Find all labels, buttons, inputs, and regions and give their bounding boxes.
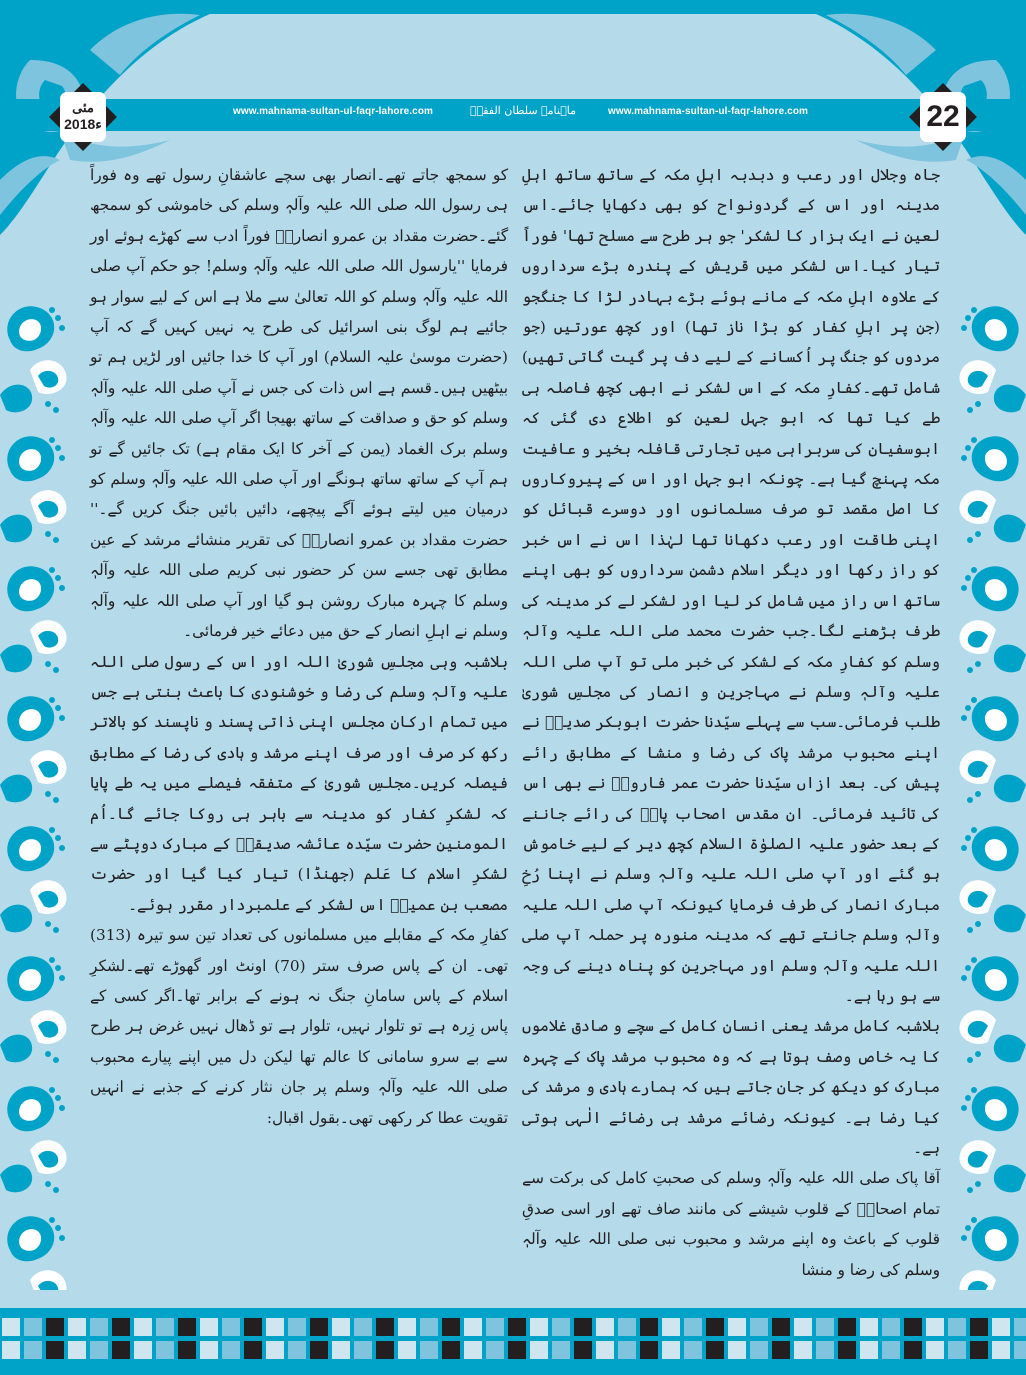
- checker-square: [266, 1318, 284, 1336]
- checker-square: [728, 1341, 746, 1359]
- checker-square: [816, 1318, 834, 1336]
- checker-square: [134, 1341, 152, 1359]
- checker-square: [112, 1341, 130, 1359]
- checker-square: [68, 1341, 86, 1359]
- checker-square: [178, 1341, 196, 1359]
- checker-square: [662, 1341, 680, 1359]
- checker-square: [420, 1341, 438, 1359]
- checker-square: [706, 1341, 724, 1359]
- checker-square: [794, 1341, 812, 1359]
- checker-square: [244, 1318, 262, 1336]
- masthead-logo: ماہنامہ سلطان الفقرؒ: [470, 104, 577, 117]
- checker-square: [442, 1318, 460, 1336]
- checker-square: [288, 1318, 306, 1336]
- checker-square: [596, 1318, 614, 1336]
- checker-row: [0, 1341, 1026, 1359]
- checker-square: [860, 1318, 878, 1336]
- checker-square: [970, 1341, 988, 1359]
- issue-year: 2018ء: [64, 116, 102, 132]
- checker-square: [926, 1341, 944, 1359]
- checker-square: [596, 1341, 614, 1359]
- checker-square: [178, 1318, 196, 1336]
- checker-square: [464, 1318, 482, 1336]
- article-paragraph: جاہ وجلال اور رعب و دبدبہ اہلِ مکہ کے ساتھ ساتھ اہلِ مدینہ اور اس کے گردونواح کو بھی دکھایا جائے۔اس لعین نے ایک ہزار کا لشکر' جو ہر طرح سے مسلح تھا' فوراً تیار کیا۔اس لشکر میں قریش کے پندرہ بڑے سرداروں کے علاوہ اہلِ مکہ کے مانے ہوئے بڑے بہادر لڑا کا جنگجو (جن پر اہلِ کفار کو بڑا ناز تھا) اور کچھ عورتیں (جو مردوں کو جنگ پر اُکسانے کے لیے دف پر گیت گاتی تھیں) شامل تھے۔کفارِ مکہ کے اس لشکر نے ابھی کچھ فاصلہ ہی طے کیا تھا کہ ابو جہل لعین کو اطلاع دی گئی کہ ابوسفیان کی سربراہی میں تجارتی قافلہ بخیر و عافیت مکہ پہنچ گیا ہے۔ چونکہ ابو جہل اور اس کے پیروکاروں کا اصل مقصد تو صرف مسلمانوں اور دوسرے قبائل کو اپنی طاقت اور رعب دکھانا تھا لہٰذا اس نے اس خبر کو راز رکھا اور دیگر اسلام دشمن سرداروں کو بھی اپنے ساتھ اس راز میں شامل کر لیا اور لشکر لے کر مدینہ کی طرف بڑھنے لگا۔جب حضرت محمد صلی اللہ علیہ وآلہٖ وسلم کو کفارِ مکہ کے لشکر کی خبر ملی تو آپ صلی اللہ علیہ وآلہٖ وسلم نے مہاجرین و انصار کی مجلسِ شوریٰ طلب فرمائی۔سب سے پہلے سیّدنا حضرت ابوبکر صدیقؓ نے اپنے محبوب مرشد پاک کی رضا و منشا کے مطابق رائے پیش کی۔ بعد ازاں سیّدنا حضرت عمر فاروقؓ نے بھی اس کی تائید فرمائی۔ ان مقدس اصحاب پاکؓ کی رائے جاننے کے بعد حضور علیہ الصلوٰۃ السلام کچھ دیر کے لیے خاموش ہو گئے اور آپ صلی اللہ علیہ وآلہٖ وسلم نے اپنا رُخِ مبارک انصار کی طرف فرمایا کیونکہ آپ صلی اللہ علیہ وآلہٖ وسلم جانتے تھے کہ مدینہ منورہ پر حملہ آپ صلی اللہ علیہ وآلہٖ وسلم اور مہاجرین کو پناہ دینے کی وجہ سے ہو رہا ہے۔: [522, 166, 940, 1005]
- checker-square: [486, 1341, 504, 1359]
- checker-square: [794, 1318, 812, 1336]
- checker-square: [574, 1341, 592, 1359]
- checker-square: [904, 1341, 922, 1359]
- checker-square: [684, 1318, 702, 1336]
- checker-row: [0, 1318, 1026, 1336]
- checker-square: [948, 1318, 966, 1336]
- checker-square: [750, 1341, 768, 1359]
- checker-square: [662, 1318, 680, 1336]
- checker-square: [24, 1341, 42, 1359]
- article-column-left: [90, 160, 508, 1133]
- website-url-right[interactable]: www.mahnama-sultan-ul-faqr-lahore.com: [608, 106, 809, 117]
- checker-square: [354, 1341, 372, 1359]
- checker-square: [508, 1341, 526, 1359]
- article-paragraph: کو سمجھ جاتے تھے۔انصار بھی سچے عاشقانِ رسول تھے وہ فوراً ہی رسول اللہ صلی اللہ علیہ وآلہٖ وسلم کی خاموشی کو سمجھ گئے۔حضرت مقداد بن عمرو انصاریؓ فوراً ادب سے کھڑے ہوئے اور فرمایا ''یارسول اللہ صلی اللہ علیہ وآلہٖ وسلم! جو حکم آپ صلی اللہ علیہ وآلہٖ وسلم کو اللہ تعالیٰ سے ملا ہے اس کے لیے سوار ہو جائیے ہم لوگ بنی اسرائیل کی طرح یہ نہیں کہیں گے کہ آپ (حضرت موسیٰ علیہ السلام) اور آپ کا خدا جائیں اور لڑیں ہم تو بیٹھیں ہیں۔قسم ہے اس ذات کی جس نے آپ صلی اللہ علیہ وآلہٖ وسلم کو حق و صداقت کے ساتھ بھیجا اگر آپ صلی اللہ علیہ وآلہٖ وسلم برک الغماد (یمن کے آخر کا ایک مقام ہے) تک جائیں گے تو ہم آپ کے ساتھ ساتھ ہونگے اور آپ صلی اللہ علیہ وآلہٖ وسلم کو درمیان میں لیتے ہوئے آگے پیچھے، دائیں بائیں جنگ کریں گے۔'' حضرت مقداد بن عمرو انصاریؓ کی تقریر منشائے مرشد کے عین مطابق تھی جسے سن کر حضور نبی کریم صلی اللہ علیہ وآلہٖ وسلم کا چہرہ مبارک روشن ہو گیا اور آپ صلی اللہ علیہ وآلہٖ وسلم نے اہلِ انصار کے حق میں دعائے خیر فرمائی۔: [90, 166, 508, 641]
- checker-square: [992, 1318, 1010, 1336]
- checker-square: [838, 1341, 856, 1359]
- checker-square: [398, 1318, 416, 1336]
- article-column-right: [522, 160, 940, 1285]
- checker-square: [244, 1341, 262, 1359]
- checker-square: [222, 1318, 240, 1336]
- checker-square: [772, 1341, 790, 1359]
- checker-square: [200, 1341, 218, 1359]
- checker-square: [376, 1318, 394, 1336]
- footer-checker-pattern: [0, 1318, 1026, 1364]
- checker-square: [420, 1318, 438, 1336]
- left-paisley-border: [0, 300, 90, 1290]
- checker-square: [200, 1318, 218, 1336]
- checker-square: [750, 1318, 768, 1336]
- checker-square: [552, 1341, 570, 1359]
- checker-square: [310, 1318, 328, 1336]
- checker-square: [288, 1341, 306, 1359]
- checker-square: [640, 1341, 658, 1359]
- badge-box: [60, 92, 106, 142]
- article-paragraph: بلاشبہ کامل مرشد یعنی انسانِ کامل کے سچے و صادق غلاموں کا یہ خاص وصف ہوتا ہے کہ وہ محبوب مرشد پاک کے چہرہ مبارک کو دیکھ کر جان جاتے ہیں کہ ہمارے ہادی و مرشد کی کیا رضا ہے۔ کیونکہ رضائے مرشد ہی رضائے الٰہی ہوتی ہے۔: [522, 1017, 940, 1157]
- checker-square: [486, 1318, 504, 1336]
- checker-square: [926, 1318, 944, 1336]
- checker-square: [332, 1318, 350, 1336]
- checker-square: [882, 1318, 900, 1336]
- article-paragraph: کفارِ مکہ کے مقابلے میں مسلمانوں کی تعداد تین سو تیرہ (313) تھی۔ ان کے پاس صرف ستر (70) اونٹ اور گھوڑے تھے۔لشکرِ اسلام کے پاس سامانِ جنگ نہ ہونے کے برابر تھا۔اگر کسی کے پاس زِرہ ہے تو تلوار نہیں، تلوار ہے تو ڈھال نہیں غرض ہر طرح سے بے سرو سامانی کا عالم تھا لیکن دل میں اپنے پیارے محبوب صلی اللہ علیہ وآلہٖ وسلم پر جان نثار کرنے کے جذبے نے انہیں تقویت عطا کر رکھی تھی۔بقول اقبال:: [90, 926, 508, 1127]
- page-number: 22: [926, 100, 960, 133]
- checker-square: [222, 1341, 240, 1359]
- checker-square: [508, 1318, 526, 1336]
- checker-square: [816, 1341, 834, 1359]
- checker-square: [1014, 1318, 1026, 1336]
- checker-square: [68, 1318, 86, 1336]
- checker-square: [156, 1341, 174, 1359]
- checker-square: [2, 1318, 20, 1336]
- checker-square: [728, 1318, 746, 1336]
- page-number-badge: [906, 80, 980, 154]
- checker-square: [530, 1341, 548, 1359]
- checker-square: [970, 1318, 988, 1336]
- article-paragraph: آقا پاک صلی اللہ علیہ وآلہٖ وسلم کی صحبتِ کامل کی برکت سے تمام اصحابؓ کے قلوب شیشے کی مانند صاف تھے اور اسی صدقِ قلوب کے باعث وہ اپنے مرشد و محبوب نبی صلی اللہ علیہ وآلہٖ وسلم کی رضا و منشا: [522, 1169, 940, 1279]
- checker-square: [684, 1341, 702, 1359]
- badge-box: [920, 92, 966, 142]
- right-paisley-border: [940, 300, 1026, 1290]
- checker-square: [860, 1341, 878, 1359]
- checker-square: [156, 1318, 174, 1336]
- checker-square: [24, 1318, 42, 1336]
- checker-square: [46, 1341, 64, 1359]
- checker-square: [992, 1341, 1010, 1359]
- article-paragraph: بلاشبہ وہی مجلسِ شوریٰ اللہ اور اس کے رسول صلی اللہ علیہ وآلہٖ وسلم کی رضا و خوشنودی کا باعث بنتی ہے جس میں تمام ارکانِ مجلس اپنی ذاتی پسند و ناپسند کو بالاتر رکھ کر صرف اور صرف اپنے مرشد و ہادی کی رضا کے مطابق فیصلہ کریں۔مجلسِ شوریٰ کے متفقہ فیصلے میں یہ طے پایا کہ لشکرِ کفار کو مدینہ سے باہر ہی روکا جائے گا۔اُم المومنین حضرت سیّدہ عائشہ صدیقہؓ کے مبارک دوپٹے سے لشکرِ اسلام کا عَلم (جھنڈا) تیار کیا گیا اور حضرت مصعب بن عمیرؓ اس لشکر کے علمبردار مقرر ہوئے۔: [90, 652, 508, 914]
- checker-square: [706, 1318, 724, 1336]
- checker-square: [838, 1318, 856, 1336]
- checker-square: [904, 1318, 922, 1336]
- issue-date-badge: [46, 80, 120, 154]
- checker-square: [442, 1341, 460, 1359]
- checker-square: [464, 1341, 482, 1359]
- checker-square: [376, 1341, 394, 1359]
- checker-square: [266, 1341, 284, 1359]
- checker-square: [948, 1341, 966, 1359]
- checker-square: [530, 1318, 548, 1336]
- checker-square: [90, 1318, 108, 1336]
- checker-square: [574, 1318, 592, 1336]
- checker-square: [398, 1341, 416, 1359]
- checker-square: [772, 1318, 790, 1336]
- issue-month: مئی: [72, 101, 94, 116]
- checker-square: [354, 1318, 372, 1336]
- checker-square: [640, 1318, 658, 1336]
- checker-square: [90, 1341, 108, 1359]
- checker-square: [618, 1318, 636, 1336]
- checker-square: [112, 1318, 130, 1336]
- website-url-left[interactable]: www.mahnama-sultan-ul-faqr-lahore.com: [233, 106, 434, 117]
- checker-square: [882, 1341, 900, 1359]
- checker-square: [618, 1341, 636, 1359]
- checker-square: [310, 1341, 328, 1359]
- checker-square: [46, 1318, 64, 1336]
- checker-square: [332, 1341, 350, 1359]
- checker-square: [552, 1318, 570, 1336]
- checker-square: [134, 1318, 152, 1336]
- checker-square: [2, 1341, 20, 1359]
- checker-square: [1014, 1341, 1026, 1359]
